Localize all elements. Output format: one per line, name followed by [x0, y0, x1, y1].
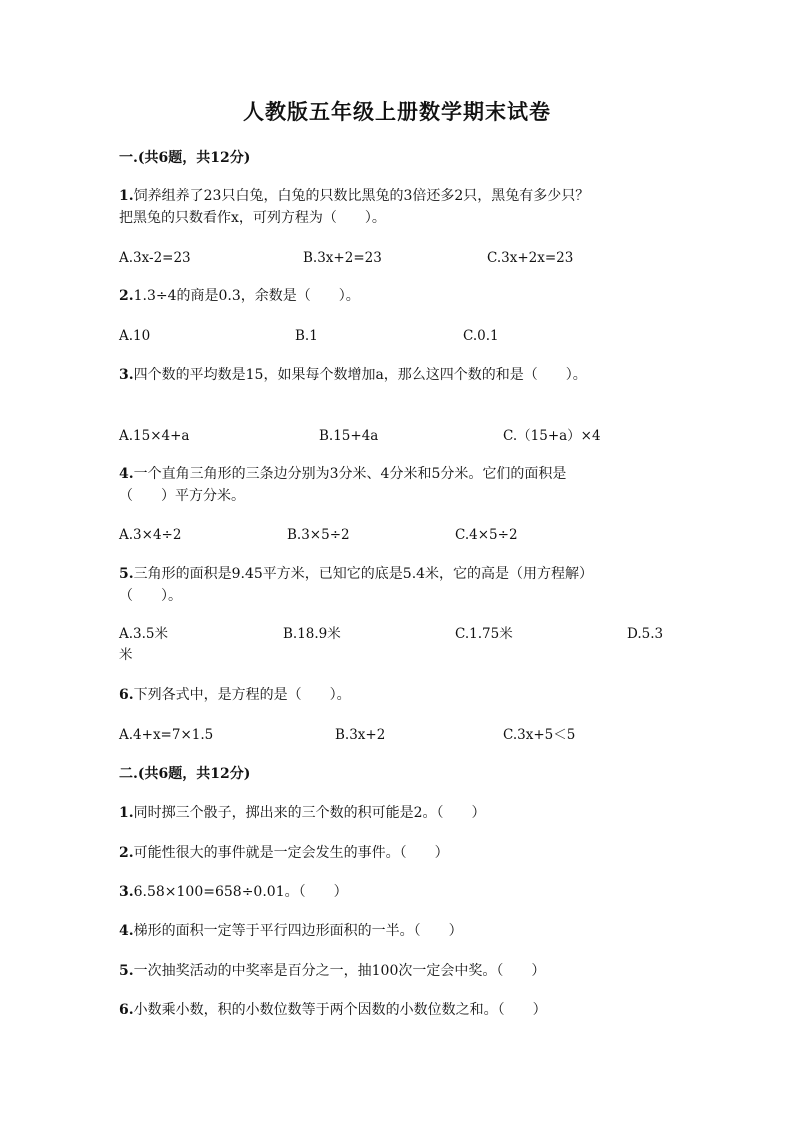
- question-number: 3.: [119, 884, 134, 900]
- question-text: 一个直角三角形的三条边分别为3分米、4分米和5分米。它们的面积是: [133, 466, 567, 482]
- question-number: 4.: [119, 923, 134, 939]
- question-3: [119, 364, 679, 386]
- question-text: 同时掷三个骰子，掷出来的三个数的积可能是2。（ ）: [133, 805, 486, 821]
- question-text: 1.3÷4的商是0.3，余数是（ ）。: [133, 288, 360, 304]
- option-a[interactable]: A.4+x=7×1.5: [119, 727, 214, 743]
- judge-question-3: [119, 881, 679, 903]
- question-number: 6.: [119, 1002, 134, 1018]
- option-a[interactable]: A.10: [119, 328, 151, 344]
- question-text-line2: 把黑兔的只数看作x，可列方程为（ ）。: [119, 210, 386, 226]
- page-title: 人教版五年级上册数学期末试卷: [243, 99, 551, 124]
- question-number: 1.: [119, 805, 134, 821]
- option-c[interactable]: C.1.75米: [455, 626, 513, 642]
- option-b[interactable]: B.3x+2: [335, 727, 386, 743]
- question-text: 6.58×100=658÷0.01。（ ）: [133, 884, 348, 900]
- question-text: 一次抽奖活动的中奖率是百分之一，抽100次一定会中奖。（ ）: [133, 963, 546, 979]
- section-heading-true-false: 二.(共6题，共12分): [119, 766, 251, 782]
- question-text: 饲养组养了23只白兔，白兔的只数比黑兔的3倍还多2只，黑兔有多少只？: [133, 188, 590, 204]
- question-number: 1.: [119, 188, 134, 204]
- option-b[interactable]: B.15+4a: [319, 428, 379, 444]
- question-text: 三角形的面积是9.45平方米，已知它的底是5.4米，它的高是（用方程解）: [133, 566, 594, 582]
- option-b[interactable]: B.1: [295, 328, 318, 344]
- option-a[interactable]: A.3×4÷2: [119, 527, 182, 543]
- judge-question-6: [119, 999, 679, 1021]
- question-number: 5.: [119, 963, 134, 979]
- option-b[interactable]: B.3×5÷2: [287, 527, 350, 543]
- question-1: [119, 185, 679, 229]
- option-a[interactable]: A.3.5米: [119, 626, 169, 642]
- judge-question-4: [119, 920, 679, 942]
- question-number: 5.: [119, 566, 134, 582]
- question-text: 可能性很大的事件就是一定会发生的事件。（ ）: [133, 845, 449, 861]
- option-b[interactable]: B.3x+2=23: [303, 250, 382, 266]
- option-d-wrap: 米: [119, 647, 133, 663]
- section-heading-multiple-choice: 一.(共6题，共12分): [119, 150, 251, 166]
- option-a[interactable]: A.15×4+a: [119, 428, 190, 444]
- question-text-line2: （ ）。: [119, 588, 182, 604]
- judge-question-1: [119, 802, 679, 824]
- judge-question-2: [119, 842, 679, 864]
- question-2: [119, 285, 679, 307]
- question-text: 四个数的平均数是15，如果每个数增加a，那么这四个数的和是（ ）。: [133, 367, 587, 383]
- question-number: 4.: [119, 466, 134, 482]
- question-number: 2.: [119, 845, 134, 861]
- question-text: 下列各式中，是方程的是（ ）。: [133, 687, 351, 703]
- option-c[interactable]: C.（15+a）×4: [503, 428, 601, 444]
- option-c[interactable]: C.4×5÷2: [455, 527, 518, 543]
- option-c[interactable]: C.3x+2x=23: [487, 250, 574, 266]
- question-text-line2: （ ）平方分米。: [119, 488, 245, 504]
- question-text: 梯形的面积一定等于平行四边形面积的一半。（ ）: [133, 923, 463, 939]
- option-c[interactable]: C.0.1: [463, 328, 499, 344]
- question-number: 6.: [119, 687, 134, 703]
- judge-question-5: [119, 960, 679, 982]
- question-6: [119, 684, 679, 706]
- option-c[interactable]: C.3x+5＜5: [503, 727, 576, 743]
- question-number: 3.: [119, 367, 134, 383]
- question-4: [119, 463, 679, 507]
- question-number: 2.: [119, 288, 134, 304]
- option-d[interactable]: D.5.3: [627, 626, 664, 642]
- option-b[interactable]: B.18.9米: [283, 626, 341, 642]
- option-a[interactable]: A.3x-2=23: [119, 250, 191, 266]
- question-5: [119, 563, 679, 607]
- question-text: 小数乘小数，积的小数位数等于两个因数的小数位数之和。（ ）: [133, 1002, 547, 1018]
